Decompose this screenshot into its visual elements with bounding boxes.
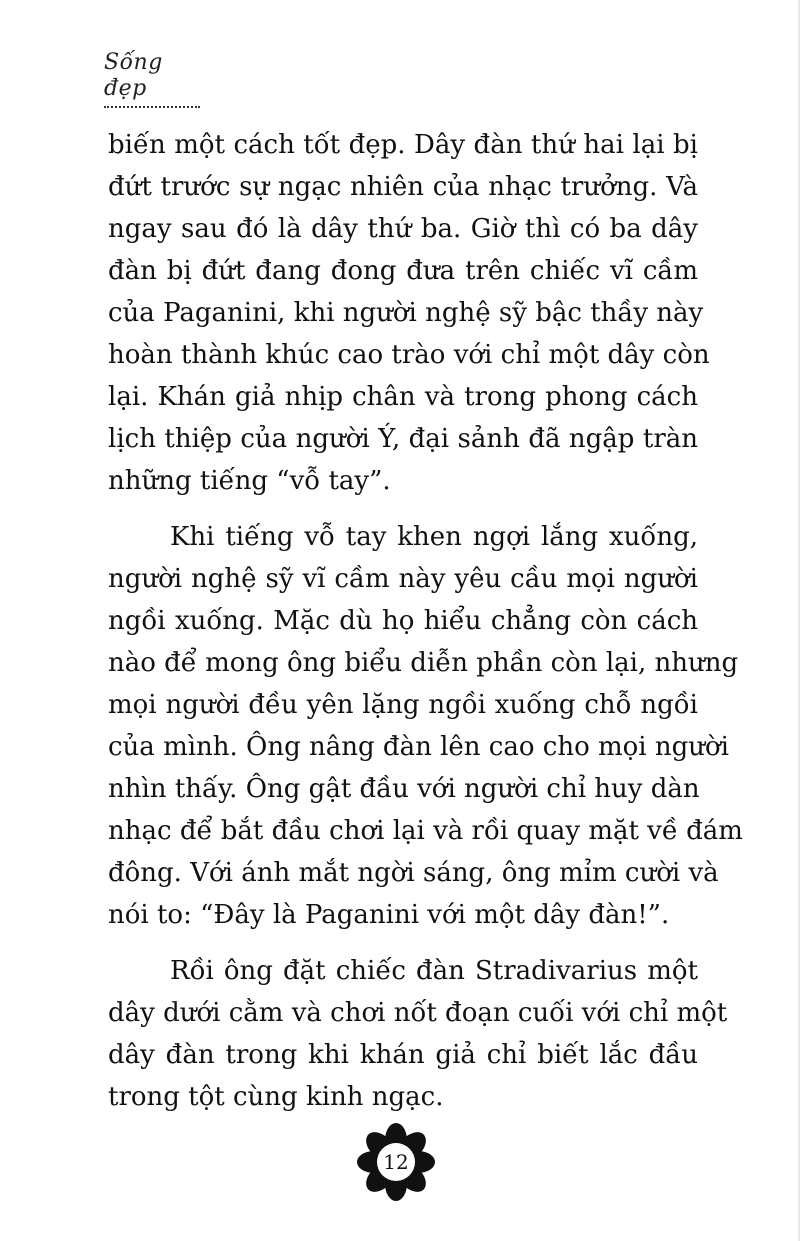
text-line: ngay sau đó là dây thứ ba. Giờ thì có ba dây — [108, 214, 698, 244]
text-line: Khi tiếng vỗ tay khen ngợi lắng xuống, — [170, 522, 698, 552]
header-title: Sống đẹp — [104, 50, 163, 101]
page-number: 12 — [383, 1150, 409, 1174]
text-line: ngồi xuống. Mặc dù họ hiểu chẳng còn cách — [108, 606, 698, 636]
paragraph-2 — [108, 516, 743, 936]
text-line: hoàn thành khúc cao trào với chỉ một dây còn — [108, 340, 710, 370]
text-line: Rồi ông đặt chiếc đàn Stradivarius một — [170, 956, 698, 986]
text-line: lịch thiệp của người Ý, đại sảnh đã ngập tràn — [108, 424, 698, 454]
running-header — [104, 50, 204, 108]
text-line: trong tột cùng kinh ngạc. — [108, 1082, 444, 1112]
paragraph-1 — [108, 124, 710, 502]
text-line: nói to: “Đây là Paganini với một dây đàn!”. — [108, 900, 670, 930]
body-text — [108, 124, 743, 1118]
text-line: nhìn thấy. Ông gật đầu với người chỉ huy dàn — [108, 774, 700, 804]
paragraph-gap — [108, 936, 698, 950]
text-line: người nghệ sỹ vĩ cầm này yêu cầu mọi người — [108, 564, 698, 594]
header-dotted-rule — [104, 106, 200, 108]
text-line: dây dưới cằm và chơi nốt đoạn cuối với chỉ một — [108, 998, 728, 1028]
text-line: đông. Với ánh mắt ngời sáng, ông mỉm cười và — [108, 858, 719, 888]
text-line: những tiếng “vỗ tay”. — [108, 466, 391, 496]
text-line: lại. Khán giả nhịp chân và trong phong cách — [108, 382, 698, 412]
text-line: của mình. Ông nâng đàn lên cao cho mọi người — [108, 732, 729, 762]
text-line: mọi người đều yên lặng ngồi xuống chỗ ngồi — [108, 690, 698, 720]
text-line: của Paganini, khi người nghệ sỹ bậc thầy này — [108, 298, 704, 328]
page-number-badge — [356, 1122, 436, 1202]
text-line: đứt trước sự ngạc nhiên của nhạc trưởng. Và — [108, 172, 698, 202]
text-line: nhạc để bắt đầu chơi lại và rồi quay mặt về đám — [108, 816, 743, 846]
paragraph-gap — [108, 502, 698, 516]
text-line: dây đàn trong khi khán giả chỉ biết lắc đầu — [108, 1040, 698, 1070]
text-line: đàn bị đứt đang đong đưa trên chiếc vĩ cầm — [108, 256, 698, 286]
paragraph-3 — [108, 950, 728, 1118]
text-line: nào để mong ông biểu diễn phần còn lại, nhưng — [108, 648, 739, 678]
text-line: biến một cách tốt đẹp. Dây đàn thứ hai lại bị — [108, 130, 698, 160]
